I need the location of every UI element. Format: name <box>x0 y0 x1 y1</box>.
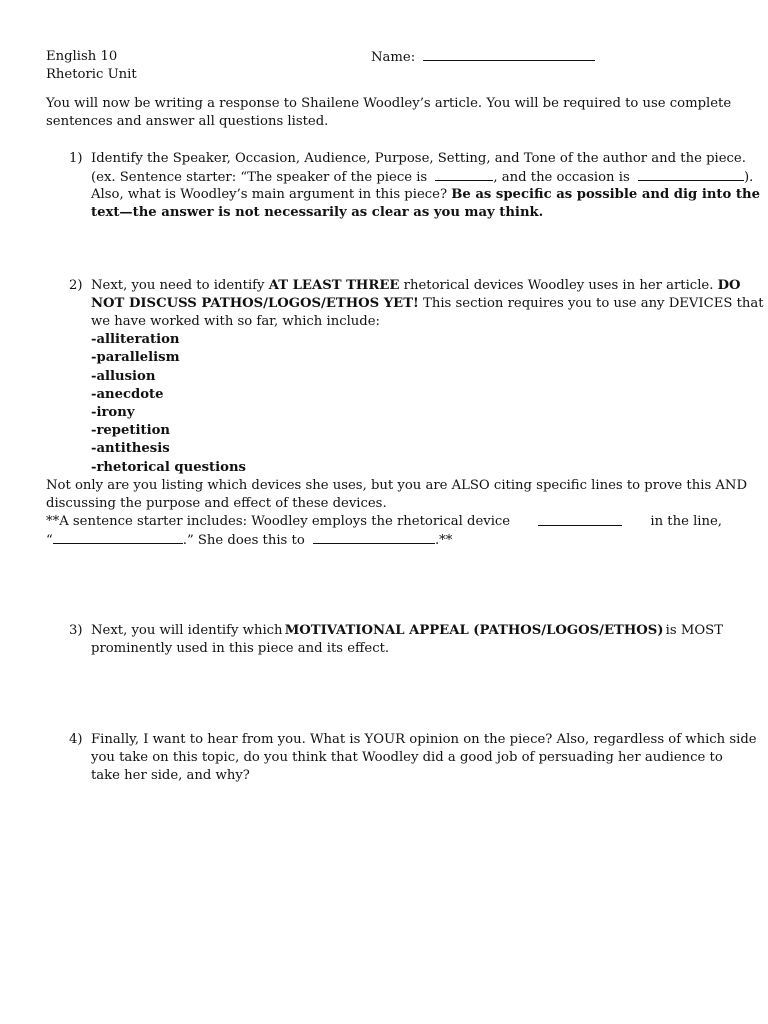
q2-she-does: .” She does this to <box>182 533 305 548</box>
q3-text-1a: Next, you will identify which <box>91 623 283 638</box>
q1-number: 1) <box>69 151 83 166</box>
q2-text-1a: Next, you need to identify <box>91 278 265 293</box>
device-item: -parallelism <box>91 350 180 365</box>
device-item: -alliteration <box>91 332 180 347</box>
q4-line-3: take her side, and why? <box>91 768 250 783</box>
q2-line-1 <box>91 277 741 295</box>
q2-number: 2) <box>69 278 83 293</box>
q1-occasion-text: , and the occasion is <box>493 170 630 185</box>
q2-text-2b: This section requires you to use any DEVICES that <box>423 296 764 311</box>
q2-starter-line-1 <box>46 513 722 531</box>
q2-after-line-2: discussing the purpose and effect of these devices. <box>46 496 387 511</box>
q2-line-2 <box>91 295 764 313</box>
name-blank[interactable] <box>423 48 595 61</box>
occasion-blank[interactable] <box>638 168 744 181</box>
device-item: -irony <box>91 405 135 420</box>
purpose-blank[interactable] <box>313 531 435 544</box>
name-field[interactable] <box>371 48 595 67</box>
q3-motivational-appeal: MOTIVATIONAL APPEAL (PATHOS/LOGOS/ETHOS) <box>284 623 664 638</box>
q1-emphasis-2: text—the answer is not necessarily as clear as you may think. <box>91 205 544 220</box>
quoted-line-blank[interactable] <box>53 531 183 544</box>
device-item: -repetition <box>91 423 171 438</box>
q4-number: 4) <box>69 732 83 747</box>
name-label: Name: <box>371 50 416 65</box>
q2-starter-text: **A sentence starter includes: Woodley employs the rhetorical device <box>46 514 511 529</box>
intro-line-1: You will now be writing a response to Shailene Woodley’s article. You will be required to use complete <box>46 96 732 111</box>
q2-line-3: we have worked with so far, which include: <box>91 314 380 329</box>
q1-line-3 <box>91 186 760 204</box>
device-item: -antithesis <box>91 441 170 456</box>
unit-title: Rhetoric Unit <box>46 67 137 82</box>
q2-starter-line-2 <box>46 531 452 550</box>
q3-line-1 <box>91 622 723 640</box>
q1-emphasis-1: Be as specific as possible and dig into the <box>451 187 760 202</box>
q2-open-quote: “ <box>46 533 53 548</box>
q3-line-2: prominently used in this piece and its effect. <box>91 641 390 656</box>
device-item: -anecdote <box>91 387 164 402</box>
q3-number: 3) <box>69 623 83 638</box>
q2-after-line-1: Not only are you listing which devices she uses, but you are ALSO citing specific lines to prove this AND <box>46 478 748 493</box>
q3-text-1c: is MOST <box>665 623 723 638</box>
q2-do-not-discuss: NOT DISCUSS PATHOS/LOGOS/ETHOS YET! <box>91 296 419 311</box>
speaker-blank[interactable] <box>435 168 493 181</box>
q2-text-1c: rhetorical devices Woodley uses in her article. <box>403 278 714 293</box>
q1-close-text: ). <box>743 170 754 185</box>
device-item: -allusion <box>91 369 156 384</box>
q4-line-2: you take on this topic, do you think that Woodley did a good job of persuading her audience to <box>91 750 723 765</box>
device-blank[interactable] <box>538 513 622 526</box>
q2-do: DO <box>717 278 741 293</box>
q1-line-2 <box>91 168 753 187</box>
q1-line-1: Identify the Speaker, Occasion, Audience, Purpose, Setting, and Tone of the author and the piece. <box>91 151 746 166</box>
q1-starter-text: (ex. Sentence starter: “The speaker of the piece is <box>91 170 428 185</box>
q2-close: .** <box>434 533 453 548</box>
device-item: -rhetorical questions <box>91 460 246 475</box>
q1-argument-question: Also, what is Woodley’s main argument in this piece? <box>91 187 448 202</box>
q4-line-1: Finally, I want to hear from you. What is YOUR opinion on the piece? Also, regardless of which side <box>91 732 757 747</box>
q2-at-least-three: AT LEAST THREE <box>268 278 400 293</box>
intro-line-2: sentences and answer all questions listed. <box>46 114 329 129</box>
q2-in-the-line: in the line, <box>650 514 722 529</box>
course-title: English 10 <box>46 49 118 64</box>
